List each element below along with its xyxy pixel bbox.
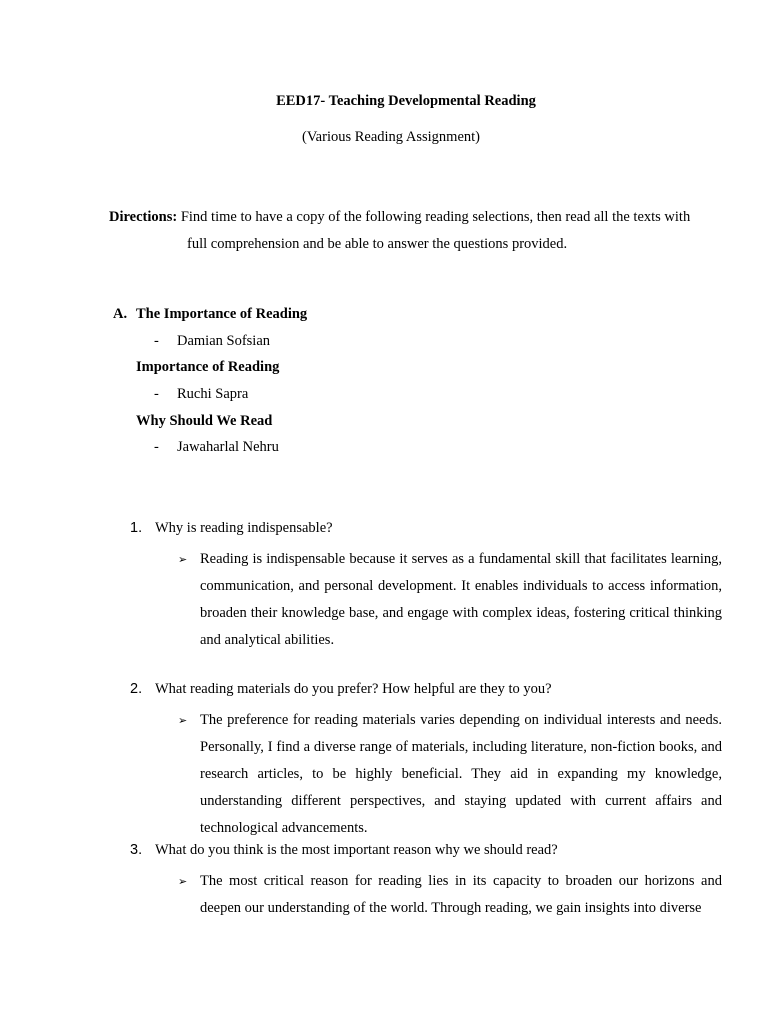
section-letter: A. [113,306,128,322]
question-text-row [130,841,722,859]
reading-author-row [113,385,713,412]
reading-title-row [113,358,713,385]
answer-text: Reading is indispensable because it serves as a fundamental skill that facilitates learning, communication, and personal development. It enables individuals to access information, broaden their knowledge base, and engage with complex ideas, fostering critical thinking and analytical abilities. [200,551,722,648]
directions-text-line1: Find time to have a copy of the following reading selections, then read all the texts with [180,209,691,225]
document-subtitle: (Various Reading Assignment) [301,129,480,145]
reading-title-row [113,305,713,332]
question-text: What do you think is the most important reason why we should read? [155,842,558,858]
reading-author-row [113,332,713,359]
directions-text-line2: full comprehension and be able to answer the questions provided. [187,236,568,252]
answer-paragraph [178,868,722,922]
dash-bullet: - [154,439,159,456]
answer-text: The most critical reason for reading lies in its capacity to broaden our horizons and deepen our understanding of the world. Through reading, we gain insights into diverse [200,873,722,916]
dash-bullet: - [154,332,159,349]
reading-title: The Importance of Reading [136,306,308,322]
question-number: 2. [130,681,143,697]
reading-author: Ruchi Sapra [177,386,249,403]
dash-bullet: - [154,386,159,403]
question-text-row [130,680,722,698]
question-text: Why is reading indispensable? [155,520,333,536]
question-item [130,519,722,654]
arrow-bullet-icon: ➢ [178,553,188,566]
question-text: What reading materials do you prefer? How helpful are they to you? [155,681,552,697]
answer-paragraph [178,707,722,842]
document-title: EED17- Teaching Developmental Reading [276,93,536,109]
answer-text: The preference for reading materials varies depending on individual interests and needs. Personally, I find a diverse range of materials, including literature, non-fiction books, and research articles, to be highly beneficial. They aid in expanding my knowledge, understanding different perspectives, and staying updated with current affairs and technological advancements. [200,712,722,836]
answer-paragraph [178,546,722,654]
reading-author-row [113,438,713,465]
arrow-bullet-icon: ➢ [178,714,188,727]
reading-title: Why Should We Read [136,412,273,429]
question-number: 1. [130,520,143,536]
arrow-bullet-icon: ➢ [178,875,188,888]
question-text-row [130,519,722,537]
reading-title: Importance of Reading [136,359,280,376]
reading-author: Jawaharlal Nehru [177,439,279,456]
question-item [130,841,722,922]
reading-author: Damian Sofsian [177,332,271,349]
question-item [130,680,722,842]
directions-label: Directions: [109,209,178,225]
reading-title-row [113,412,713,439]
question-number: 3. [130,842,143,858]
reading-list-section [113,305,713,465]
directions-paragraph [109,204,729,258]
